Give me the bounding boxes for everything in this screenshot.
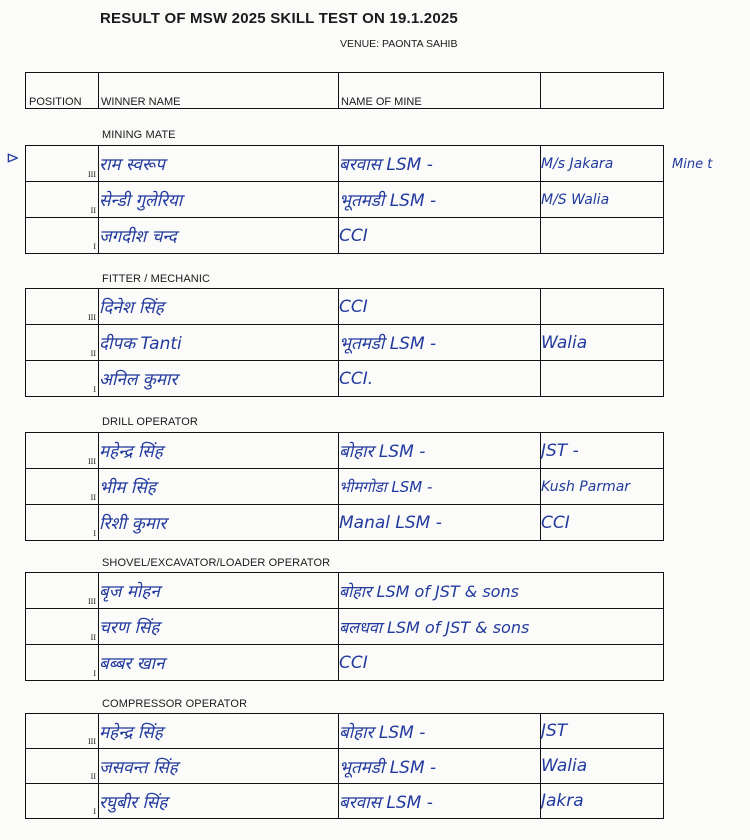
table-row (26, 505, 664, 541)
position-value: III (88, 457, 96, 466)
table-row (26, 361, 664, 397)
position-value: III (88, 737, 96, 746)
mine-name-cell: CCI (339, 289, 541, 325)
section-table-fitter-mechanic (25, 288, 664, 397)
extra-cell: Jakra (541, 784, 664, 819)
header-extra (541, 73, 664, 109)
mine-name-cell: CCI. (339, 361, 541, 397)
position-cell (26, 784, 99, 819)
position-value: I (93, 807, 96, 816)
position-value: III (88, 313, 96, 322)
mine-name-cell: बलधवा LSM of JST & sons (339, 609, 664, 645)
winner-name-cell: अनिल कुमार (99, 361, 339, 397)
position-value: II (90, 772, 96, 781)
position-value: III (88, 170, 96, 179)
position-value: III (88, 597, 96, 606)
table-row (26, 645, 664, 681)
position-cell (26, 433, 99, 469)
document-title: RESULT OF MSW 2025 SKILL TEST ON 19.1.2025 (100, 10, 458, 27)
extra-cell (541, 361, 664, 397)
extra-cell: M/s Jakara (541, 146, 664, 182)
section-table-drill-operator (25, 432, 664, 541)
position-cell (26, 609, 99, 645)
table-row (26, 325, 664, 361)
extra-cell: JST (541, 714, 664, 749)
table-row (26, 609, 664, 645)
mine-name-cell: भूतमडी LSM - (339, 182, 541, 218)
position-cell (26, 749, 99, 784)
winner-name-cell: चरण सिंह (99, 609, 339, 645)
position-cell (26, 182, 99, 218)
mine-name-cell: बोहार LSM - (339, 433, 541, 469)
extra-cell: Walia (541, 749, 664, 784)
winner-name-cell: महेन्द्र सिंह (99, 433, 339, 469)
section-label-compressor-operator: COMPRESSOR OPERATOR (102, 698, 248, 710)
table-row (26, 433, 664, 469)
margin-arrow-mark: ⊳ (6, 150, 20, 167)
section-label-shovel-operator: SHOVEL/EXCAVATOR/LOADER OPERATOR (102, 557, 331, 569)
table-row (26, 784, 664, 819)
position-value: I (93, 669, 96, 678)
mine-name-cell: बोहार LSM of JST & sons (339, 573, 664, 609)
table-row (26, 714, 664, 749)
table-row (26, 749, 664, 784)
position-cell (26, 289, 99, 325)
section-table-compressor-operator (25, 713, 664, 819)
winner-name-cell: दीपक Tanti (99, 325, 339, 361)
winner-name-cell: बब्बर खान (99, 645, 339, 681)
header-table (25, 72, 664, 109)
section-label-fitter-mechanic: FITTER / MECHANIC (102, 273, 211, 285)
position-cell (26, 573, 99, 609)
header-mine-name: NAME OF MINE (339, 73, 541, 109)
position-cell (26, 146, 99, 182)
winner-name-cell: दिनेश सिंह (99, 289, 339, 325)
position-cell (26, 218, 99, 254)
mine-name-cell: भीमगोडा LSM - (339, 469, 541, 505)
position-cell (26, 469, 99, 505)
position-value: I (93, 242, 96, 251)
position-value: I (93, 529, 96, 538)
mine-name-cell: बरवास LSM - (339, 784, 541, 819)
mine-name-cell: भूतमडी LSM - (339, 749, 541, 784)
venue-label: VENUE: PAONTA SAHIB (340, 38, 458, 50)
header-winner-name: WINNER NAME (99, 73, 339, 109)
extra-cell: M/S Walia (541, 182, 664, 218)
extra-cell: Walia (541, 325, 664, 361)
overflow-note: Mine t (672, 157, 713, 172)
table-row (26, 182, 664, 218)
table-row (26, 146, 664, 182)
winner-name-cell: महेन्द्र सिंह (99, 714, 339, 749)
table-row (26, 573, 664, 609)
position-value: II (90, 349, 96, 358)
mine-name-cell: CCI (339, 218, 541, 254)
extra-cell (541, 289, 664, 325)
extra-cell: CCI (541, 505, 664, 541)
table-row (26, 469, 664, 505)
mine-name-cell: बरवास LSM - (339, 146, 541, 182)
position-cell (26, 645, 99, 681)
header-position: POSITION (26, 73, 99, 109)
winner-name-cell: सेन्डी गुलेरिया (99, 182, 339, 218)
section-table-mining-mate (25, 145, 664, 254)
mine-name-cell: CCI (339, 645, 664, 681)
position-cell (26, 361, 99, 397)
winner-name-cell: रिशी कुमार (99, 505, 339, 541)
winner-name-cell: जसवन्त सिंह (99, 749, 339, 784)
winner-name-cell: जगदीश चन्द (99, 218, 339, 254)
position-value: II (90, 493, 96, 502)
extra-cell: Kush Parmar (541, 469, 664, 505)
table-row (26, 218, 664, 254)
position-value: II (90, 633, 96, 642)
mine-name-cell: भूतमडी LSM - (339, 325, 541, 361)
section-label-drill-operator: DRILL OPERATOR (102, 416, 198, 428)
winner-name-cell: बृज मोहन (99, 573, 339, 609)
winner-name-cell: रघुबीर सिंह (99, 784, 339, 819)
position-cell (26, 714, 99, 749)
mine-name-cell: बोहार LSM - (339, 714, 541, 749)
table-row (26, 289, 664, 325)
position-value: I (93, 385, 96, 394)
section-label-mining-mate: MINING MATE (102, 129, 176, 141)
winner-name-cell: भीम सिंह (99, 469, 339, 505)
extra-cell: JST - (541, 433, 664, 469)
winner-name-cell: राम स्वरूप (99, 146, 339, 182)
position-value: II (90, 206, 96, 215)
section-table-shovel-operator (25, 572, 664, 681)
mine-name-cell: Manal LSM - (339, 505, 541, 541)
extra-cell (541, 218, 664, 254)
position-cell (26, 505, 99, 541)
position-cell (26, 325, 99, 361)
